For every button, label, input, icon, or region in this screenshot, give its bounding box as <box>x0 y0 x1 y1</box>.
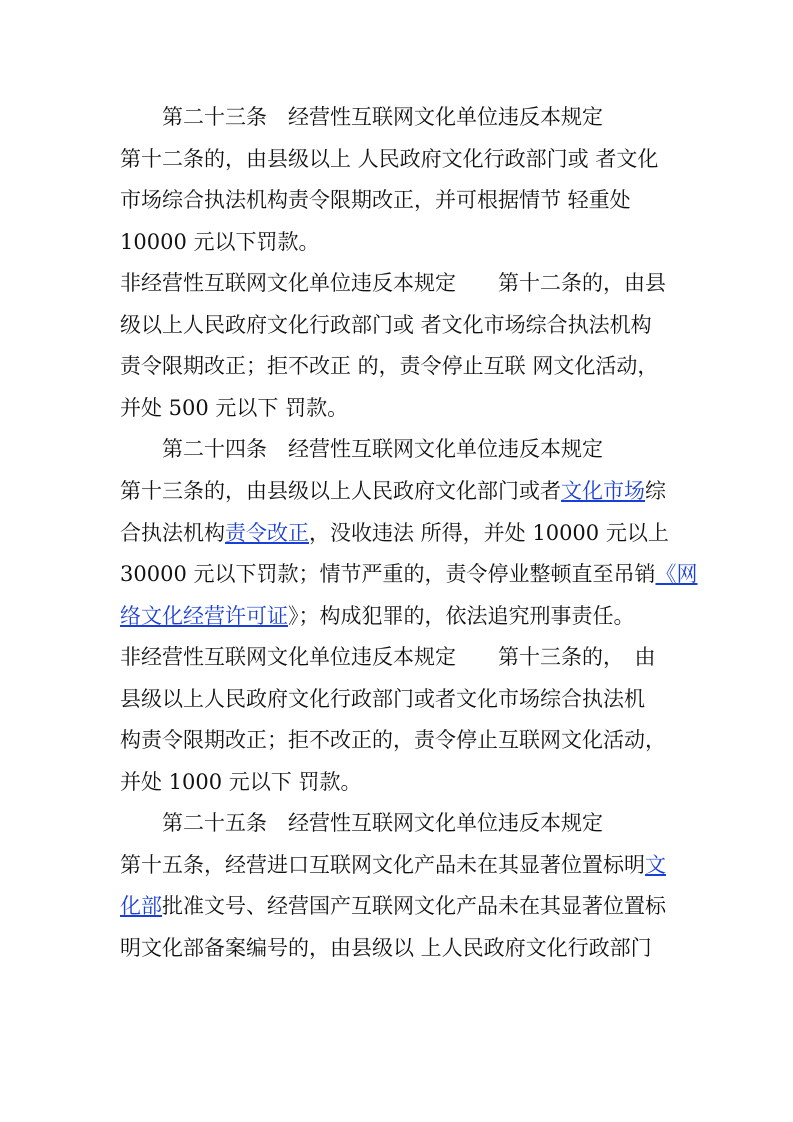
text-line <box>120 684 680 714</box>
text-segment: 第二十四条 经营性互联网文化单位违反本规定 <box>162 437 603 462</box>
text-line <box>120 642 680 672</box>
text-segment: 构责令限期改正；拒不改正的，责令停止互联网文化活动， <box>120 728 666 753</box>
text-line <box>120 601 680 631</box>
hyperlink[interactable]: 文 <box>645 852 666 877</box>
hyperlink[interactable]: 文化市场 <box>561 478 645 503</box>
text-segment: ，没收违法 所得，并处 10000 元以上 <box>309 520 669 545</box>
text-segment: 责令限期改正；拒不改正 的，责令停止互联 网文化活动， <box>120 354 659 379</box>
text-segment: 第十三条的，由县级以上人民政府文化部门或者 <box>120 478 561 503</box>
text-line <box>120 559 698 589</box>
text-line <box>120 144 680 174</box>
text-line <box>120 310 680 340</box>
text-line <box>120 518 680 548</box>
text-segment: 合执法机构 <box>120 520 225 545</box>
text-line <box>120 850 680 880</box>
text-line <box>162 808 722 838</box>
text-line <box>162 102 722 132</box>
hyperlink[interactable]: 责令改正 <box>225 520 309 545</box>
text-segment: 第十二条的，由县级以上 人民政府文化行政部门或 者文化 <box>120 146 659 171</box>
text-line <box>162 434 722 464</box>
hyperlink[interactable]: 络文化经营许可证 <box>120 603 288 628</box>
hyperlink[interactable]: 化部 <box>120 894 162 919</box>
text-line <box>120 227 680 257</box>
text-segment: 30000 元以下罚款；情节严重的，责令停业整顿直至吊销 <box>120 562 656 587</box>
text-line <box>120 268 680 298</box>
text-segment: 第二十三条 经营性互联网文化单位违反本规定 <box>162 105 603 129</box>
text-segment: 级以上人民政府文化行政部门或 者文化市场综合执法机构 <box>120 312 652 337</box>
hyperlink[interactable]: 《网 <box>655 562 698 587</box>
text-line <box>120 725 680 755</box>
text-segment: 非经营性互联网文化单位违反本规定 第十三条的， 由 <box>120 645 656 670</box>
text-segment: 第十五条，经营进口互联网文化产品未在其显著位置标明 <box>120 852 645 877</box>
text-segment: 并处 1000 元以下 罚款。 <box>120 769 362 794</box>
text-line <box>120 933 680 963</box>
text-line <box>120 476 680 506</box>
text-segment: 批准文号、经营国产互联网文化产品未在其显著位置标 <box>162 894 666 919</box>
text-segment: 综 <box>645 478 666 503</box>
text-line <box>120 891 680 921</box>
text-segment: 并处 500 元以下 罚款。 <box>120 395 349 420</box>
text-line <box>120 351 680 381</box>
text-segment: 市场综合执法机构责令限期改正，并可根据情节 轻重处 <box>120 188 631 213</box>
text-line <box>120 767 680 797</box>
text-line <box>120 185 680 215</box>
text-line <box>120 393 680 423</box>
text-segment: 明文化部备案编号的，由县级以 上人民政府文化行政部门 <box>120 936 652 960</box>
text-segment: 10000 元以下罚款。 <box>120 229 320 254</box>
text-segment: 非经营性互联网文化单位违反本规定 第十二条的，由县 <box>120 271 666 296</box>
text-segment: 县级以上人民政府文化行政部门或者文化市场综合执法机 <box>120 686 645 711</box>
text-segment: 第二十五条 经营性互联网文化单位违反本规定 <box>162 811 603 836</box>
text-segment: 》；构成犯罪的，依法追究刑事责任。 <box>288 603 635 628</box>
